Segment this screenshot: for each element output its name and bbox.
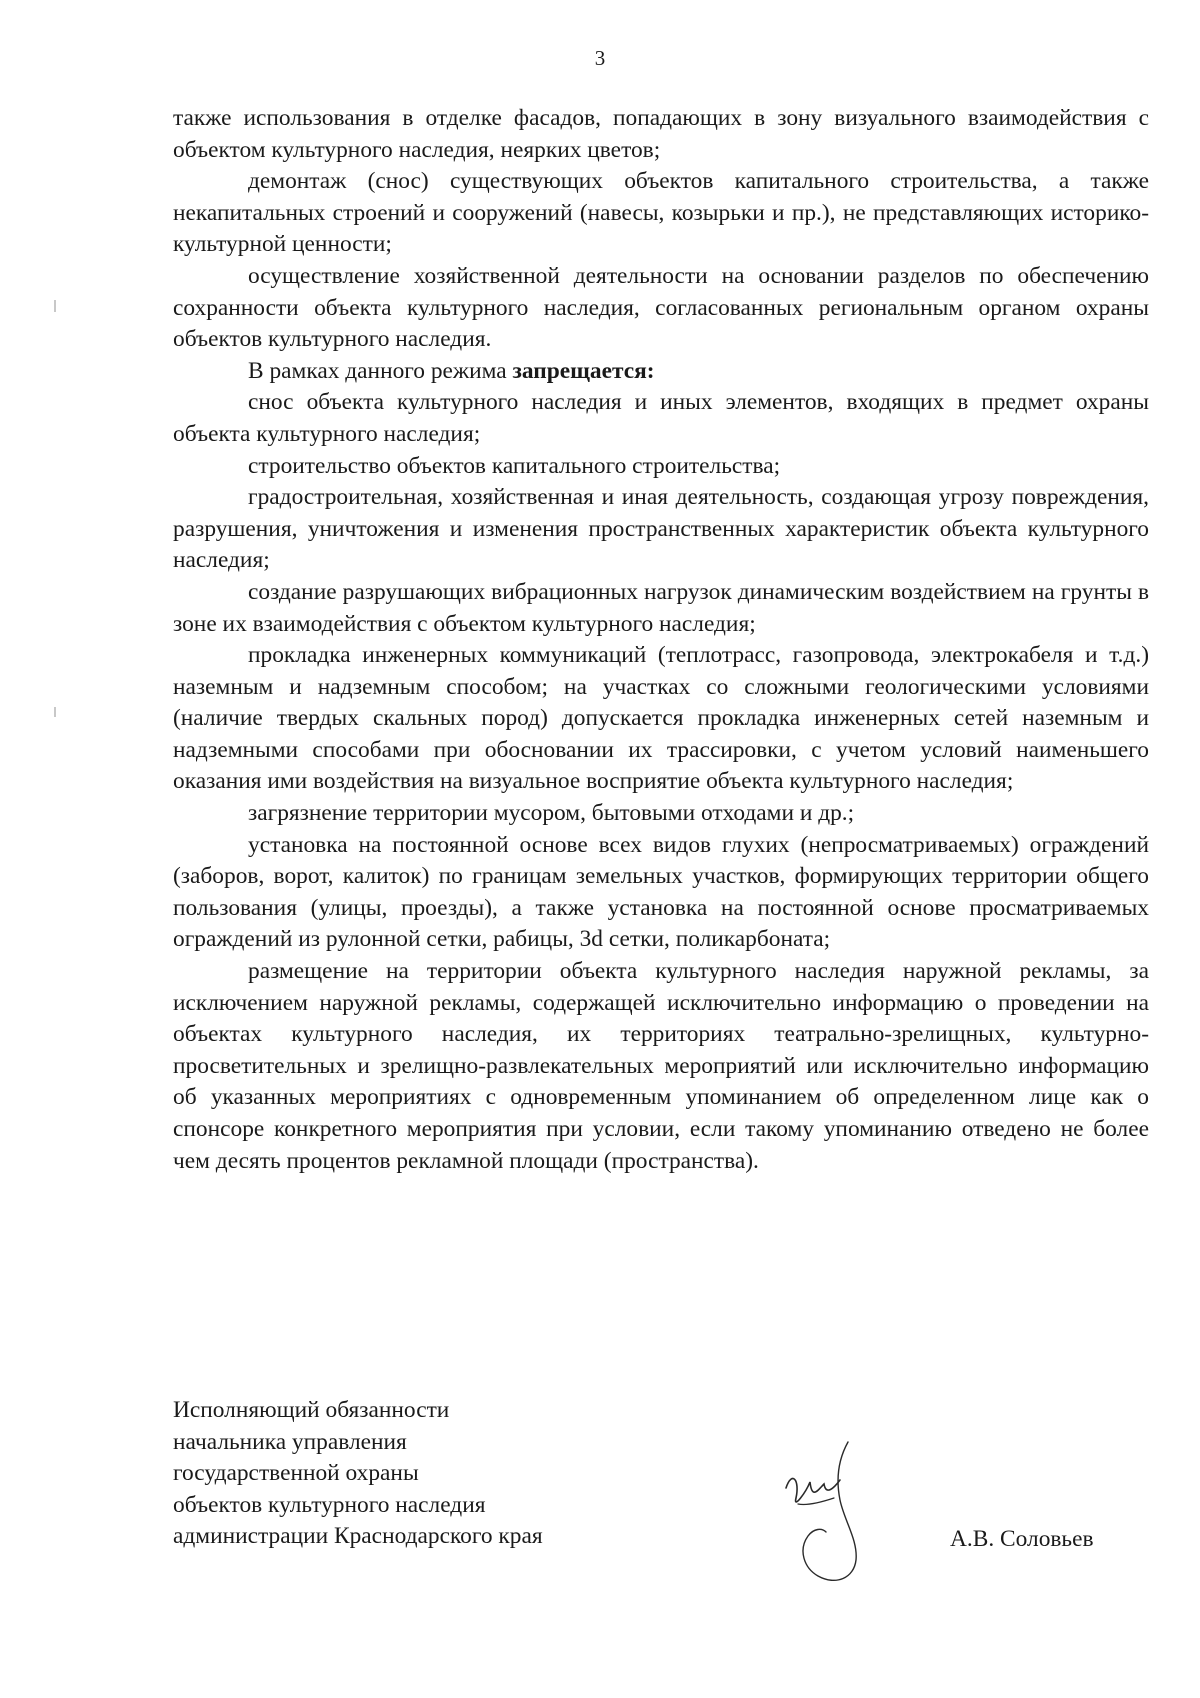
heading-bold-term: запрещается:: [512, 357, 655, 384]
signatory-title: [173, 1395, 543, 1553]
paragraph: загрязнение территории мусором, бытовыми отходами и др.;: [248, 800, 855, 827]
margin-scan-mark: [54, 300, 56, 312]
heading-prefix: В рамках данного режима: [248, 357, 513, 384]
signatory-title-line: объектов культурного наследия: [173, 1491, 486, 1518]
paragraph: градостроительная, хозяйственная и иная деятельность, создающая угрозу повреждения, разрушения, уничтожения и изменения пространственных характеристик объекта культурного наследия;: [173, 484, 1149, 574]
paragraph: размещение на территории объекта культурного наследия наружной рекламы, за исключением наружной рекламы, содержащей исключительно информацию о проведении на объектах культурного наследия, их территориях театрально-зрелищных, культурно-просветительных и зрелищно-развлекательных мероприятий или исключительно информацию об указанных мероприятиях с одновременным упоминанием об определенном лице как о спонсоре конкретного мероприятия при условии, если такому упоминанию отведено не более чем десять процентов рекламной площади (пространства).: [173, 958, 1149, 1174]
paragraph: установка на постоянной основе всех видов глухих (непросматриваемых) ограждений (заборов, ворот, калиток) по границам земельных участков, формирующих территории общего пользования (улицы, проезды), а также установка на постоянной основе просматриваемых ограждений из рулонной сетки, рабицы, 3d сетки, поликарбоната;: [173, 831, 1149, 953]
paragraph: также использования в отделке фасадов, попадающих в зону визуального взаимодействия с объектом культурного наследия, неярких цветов;: [173, 105, 1149, 163]
document-body: [173, 103, 1149, 1177]
signatory-title-line: государственной охраны: [173, 1460, 419, 1486]
page-number: 3: [594, 46, 606, 70]
signatory-title-line: Исполняющий обязанности: [173, 1397, 450, 1423]
margin-scan-mark: [54, 707, 56, 717]
paragraph: строительство объектов капитального строительства;: [248, 452, 781, 479]
signatory-title-line: начальника управления: [173, 1428, 407, 1455]
paragraph: осуществление хозяйственной деятельности на основании разделов по обеспечению сохранности объекта культурного наследия, согласованных региональным органом охраны объектов культурного наследия.: [173, 262, 1149, 353]
signatory-title-line: администрации Краснодарского края: [173, 1523, 543, 1549]
paragraph: прокладка инженерных коммуникаций (теплотрасс, газопровода, электрокабеля и т.д.) наземным и надземным способом; на участках со сложными геологическими условиями (наличие твердых скальных пород) допускается прокладка инженерных сетей наземным и надземными способами при обосновании их трассировки, с учетом условий наименьшего оказания ими воздействия на визуальное восприятие объекта культурного наследия;: [173, 642, 1149, 795]
paragraph: демонтаж (снос) существующих объектов капитального строительства, а также некапитальных строений и сооружений (навесы, козырьки и пр.), не представляющих историко-культурной ценности;: [173, 168, 1149, 258]
paragraph: снос объекта культурного наследия и иных элементов, входящих в предмет охраны объекта культурного наследия;: [173, 389, 1149, 447]
paragraph: создание разрушающих вибрационных нагрузок динамическим воздействием на грунты в зоне их взаимодействия с объектом культурного наследия;: [173, 578, 1149, 637]
signatory-name: А.В. Соловьев: [950, 1526, 1094, 1552]
paragraph-prohibition-heading: [173, 356, 1149, 388]
handwritten-signature: [778, 1440, 888, 1590]
